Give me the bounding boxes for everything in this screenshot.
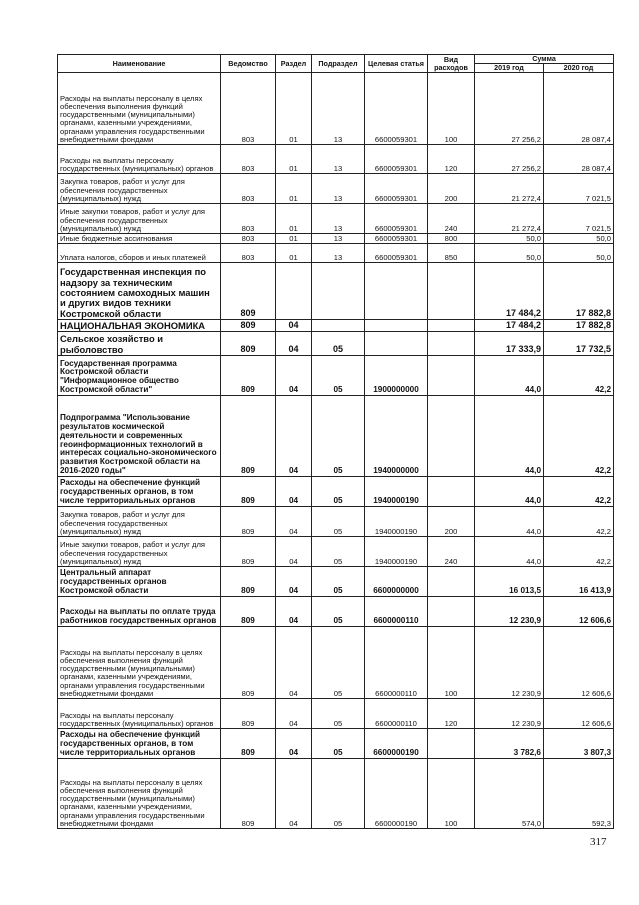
cell-name: Расходы на выплаты персоналу государственных (муниципальных) органов bbox=[58, 699, 221, 729]
cell-section: 04 bbox=[276, 356, 312, 396]
cell-y2019: 16 013,5 bbox=[475, 567, 544, 597]
cell-subsection: 13 bbox=[312, 73, 365, 145]
cell-subsection: 05 bbox=[312, 507, 365, 537]
cell-section: 01 bbox=[276, 234, 312, 244]
cell-y2019: 44,0 bbox=[475, 537, 544, 567]
cell-type: 100 bbox=[428, 759, 475, 829]
cell-section: 04 bbox=[276, 320, 312, 332]
cell-type bbox=[428, 320, 475, 332]
cell-y2019: 50,0 bbox=[475, 234, 544, 244]
table-row bbox=[58, 73, 614, 145]
cell-subsection: 05 bbox=[312, 477, 365, 507]
cell-dept: 809 bbox=[221, 759, 276, 829]
cell-type bbox=[428, 263, 475, 320]
table-row bbox=[58, 356, 614, 396]
table-row bbox=[58, 332, 614, 356]
cell-section: 04 bbox=[276, 537, 312, 567]
cell-type: 850 bbox=[428, 244, 475, 263]
header-section: Раздел bbox=[276, 55, 312, 73]
cell-section bbox=[276, 263, 312, 320]
cell-type bbox=[428, 477, 475, 507]
table-row bbox=[58, 597, 614, 627]
cell-target: 6600000110 bbox=[365, 627, 428, 699]
table-row bbox=[58, 699, 614, 729]
cell-y2019: 17 484,2 bbox=[475, 263, 544, 320]
cell-section: 01 bbox=[276, 73, 312, 145]
cell-y2019: 17 484,2 bbox=[475, 320, 544, 332]
table-row bbox=[58, 537, 614, 567]
header-dept: Ведомство bbox=[221, 55, 276, 73]
cell-y2019: 27 256,2 bbox=[475, 73, 544, 145]
cell-dept: 803 bbox=[221, 244, 276, 263]
cell-y2020: 12 606,6 bbox=[544, 627, 614, 699]
cell-type bbox=[428, 396, 475, 477]
cell-y2019: 3 782,6 bbox=[475, 729, 544, 759]
cell-y2019: 44,0 bbox=[475, 477, 544, 507]
cell-y2019: 44,0 bbox=[475, 356, 544, 396]
table-row bbox=[58, 396, 614, 477]
cell-type: 120 bbox=[428, 699, 475, 729]
cell-dept: 809 bbox=[221, 627, 276, 699]
cell-section: 04 bbox=[276, 699, 312, 729]
cell-target: 6600059301 bbox=[365, 234, 428, 244]
table-body bbox=[58, 73, 614, 829]
table-row bbox=[58, 627, 614, 699]
cell-dept: 809 bbox=[221, 477, 276, 507]
cell-subsection: 13 bbox=[312, 234, 365, 244]
cell-y2019: 574,0 bbox=[475, 759, 544, 829]
cell-dept: 809 bbox=[221, 356, 276, 396]
cell-section: 01 bbox=[276, 244, 312, 263]
cell-name: Иные закупки товаров, работ и услуг для обеспечения государственных (муниципальных) нужд bbox=[58, 537, 221, 567]
cell-name: Расходы на выплаты персоналу в целях обеспечения выполнения функций государственными (муниципальными) органами, казенными учреждениями, органами управления государственными внебюджетными фондами bbox=[58, 73, 221, 145]
cell-subsection: 13 bbox=[312, 145, 365, 174]
cell-dept: 803 bbox=[221, 174, 276, 204]
cell-target: 1940000190 bbox=[365, 507, 428, 537]
cell-type: 100 bbox=[428, 73, 475, 145]
cell-y2020: 42,2 bbox=[544, 507, 614, 537]
cell-target: 1940000000 bbox=[365, 396, 428, 477]
table-row bbox=[58, 507, 614, 537]
cell-target: 1940000190 bbox=[365, 537, 428, 567]
cell-y2020: 42,2 bbox=[544, 356, 614, 396]
cell-y2020: 28 087,4 bbox=[544, 145, 614, 174]
cell-subsection: 05 bbox=[312, 396, 365, 477]
cell-dept: 809 bbox=[221, 729, 276, 759]
cell-section: 04 bbox=[276, 507, 312, 537]
cell-dept: 809 bbox=[221, 567, 276, 597]
cell-type: 200 bbox=[428, 174, 475, 204]
cell-type: 240 bbox=[428, 537, 475, 567]
cell-target: 6600000190 bbox=[365, 759, 428, 829]
cell-dept: 803 bbox=[221, 145, 276, 174]
cell-y2019: 21 272,4 bbox=[475, 204, 544, 234]
cell-subsection bbox=[312, 320, 365, 332]
table-header-row bbox=[58, 55, 614, 64]
header-target: Целевая статья bbox=[365, 55, 428, 73]
cell-y2020: 28 087,4 bbox=[544, 73, 614, 145]
cell-target: 6600000110 bbox=[365, 699, 428, 729]
header-2020: 2020 год bbox=[544, 64, 614, 73]
cell-section: 01 bbox=[276, 174, 312, 204]
cell-dept: 809 bbox=[221, 396, 276, 477]
cell-name: Государственная программа Костромской области "Информационное общество Костромской области" bbox=[58, 356, 221, 396]
cell-subsection: 05 bbox=[312, 699, 365, 729]
cell-target: 6600059301 bbox=[365, 244, 428, 263]
cell-dept: 809 bbox=[221, 320, 276, 332]
table-row bbox=[58, 244, 614, 263]
cell-y2020: 592,3 bbox=[544, 759, 614, 829]
cell-y2019: 50,0 bbox=[475, 244, 544, 263]
cell-section: 04 bbox=[276, 477, 312, 507]
cell-y2020: 17 732,5 bbox=[544, 332, 614, 356]
cell-dept: 809 bbox=[221, 537, 276, 567]
cell-y2020: 42,2 bbox=[544, 477, 614, 507]
cell-name: Закупка товаров, работ и услуг для обеспечения государственных (муниципальных) нужд bbox=[58, 174, 221, 204]
cell-dept: 803 bbox=[221, 204, 276, 234]
cell-y2020: 50,0 bbox=[544, 234, 614, 244]
cell-y2019: 17 333,9 bbox=[475, 332, 544, 356]
cell-name: Расходы на выплаты персоналу в целях обеспечения выполнения функций государственными (муниципальными) органами, казенными учреждениями, органами управления государственными внебюджетными фондами bbox=[58, 627, 221, 699]
cell-y2019: 27 256,2 bbox=[475, 145, 544, 174]
cell-y2020: 12 606,6 bbox=[544, 699, 614, 729]
cell-name: НАЦИОНАЛЬНАЯ ЭКОНОМИКА bbox=[58, 320, 221, 332]
cell-y2020: 3 807,3 bbox=[544, 729, 614, 759]
cell-type: 200 bbox=[428, 507, 475, 537]
cell-target: 6600059301 bbox=[365, 145, 428, 174]
table-row bbox=[58, 729, 614, 759]
cell-name: Расходы на выплаты персоналу государственных (муниципальных) органов bbox=[58, 145, 221, 174]
cell-dept: 803 bbox=[221, 73, 276, 145]
header-2019: 2019 год bbox=[475, 64, 544, 73]
cell-section: 04 bbox=[276, 627, 312, 699]
cell-target bbox=[365, 320, 428, 332]
cell-y2020: 17 882,8 bbox=[544, 263, 614, 320]
header-name: Наименование bbox=[58, 55, 221, 73]
table-row bbox=[58, 567, 614, 597]
cell-name: Уплата налогов, сборов и иных платежей bbox=[58, 244, 221, 263]
cell-y2019: 12 230,9 bbox=[475, 627, 544, 699]
cell-target: 1940000190 bbox=[365, 477, 428, 507]
cell-y2020: 50,0 bbox=[544, 244, 614, 263]
table-row bbox=[58, 234, 614, 244]
cell-name: Расходы на обеспечение функций государственных органов, в том числе территориальных органов bbox=[58, 729, 221, 759]
cell-subsection: 05 bbox=[312, 627, 365, 699]
cell-target: 6600059301 bbox=[365, 204, 428, 234]
cell-dept: 809 bbox=[221, 332, 276, 356]
cell-type bbox=[428, 356, 475, 396]
cell-type bbox=[428, 332, 475, 356]
cell-section: 04 bbox=[276, 332, 312, 356]
cell-target: 1900000000 bbox=[365, 356, 428, 396]
cell-name: Закупка товаров, работ и услуг для обеспечения государственных (муниципальных) нужд bbox=[58, 507, 221, 537]
cell-subsection: 05 bbox=[312, 597, 365, 627]
cell-name: Иные закупки товаров, работ и услуг для обеспечения государственных (муниципальных) нужд bbox=[58, 204, 221, 234]
cell-type: 100 bbox=[428, 627, 475, 699]
page-number: 317 bbox=[590, 836, 607, 848]
table-row bbox=[58, 174, 614, 204]
cell-dept: 803 bbox=[221, 234, 276, 244]
cell-target: 6600059301 bbox=[365, 73, 428, 145]
cell-type: 800 bbox=[428, 234, 475, 244]
cell-dept: 809 bbox=[221, 507, 276, 537]
cell-subsection: 05 bbox=[312, 332, 365, 356]
cell-y2020: 12 606,6 bbox=[544, 597, 614, 627]
cell-dept: 809 bbox=[221, 263, 276, 320]
cell-dept: 809 bbox=[221, 699, 276, 729]
cell-target: 6600000190 bbox=[365, 729, 428, 759]
cell-section: 04 bbox=[276, 597, 312, 627]
cell-type bbox=[428, 729, 475, 759]
table-row bbox=[58, 263, 614, 320]
cell-y2020: 42,2 bbox=[544, 537, 614, 567]
cell-name: Расходы на выплаты по оплате труда работников государственных органов bbox=[58, 597, 221, 627]
budget-table bbox=[57, 54, 614, 829]
header-exp-type: Вид расходов bbox=[428, 55, 475, 73]
cell-y2019: 44,0 bbox=[475, 507, 544, 537]
cell-type bbox=[428, 567, 475, 597]
cell-subsection: 13 bbox=[312, 244, 365, 263]
header-subsection: Подраздел bbox=[312, 55, 365, 73]
cell-y2019: 12 230,9 bbox=[475, 597, 544, 627]
cell-name: Центральный аппарат государственных органов Костромской области bbox=[58, 567, 221, 597]
cell-name: Расходы на обеспечение функций государственных органов, в том числе территориальных органов bbox=[58, 477, 221, 507]
header-sum: Сумма bbox=[475, 55, 614, 64]
cell-subsection: 13 bbox=[312, 174, 365, 204]
cell-type bbox=[428, 597, 475, 627]
cell-subsection: 05 bbox=[312, 537, 365, 567]
table-row bbox=[58, 320, 614, 332]
cell-target: 6600000000 bbox=[365, 567, 428, 597]
cell-subsection bbox=[312, 263, 365, 320]
table-row bbox=[58, 204, 614, 234]
cell-y2019: 21 272,4 bbox=[475, 174, 544, 204]
cell-name: Государственная инспекция по надзору за техническим состоянием самоходных машин и других видов техники Костромской области bbox=[58, 263, 221, 320]
cell-subsection: 05 bbox=[312, 567, 365, 597]
cell-subsection: 05 bbox=[312, 356, 365, 396]
cell-section: 04 bbox=[276, 729, 312, 759]
cell-y2020: 17 882,8 bbox=[544, 320, 614, 332]
cell-subsection: 13 bbox=[312, 204, 365, 234]
cell-subsection: 05 bbox=[312, 759, 365, 829]
table-row bbox=[58, 145, 614, 174]
table-row bbox=[58, 477, 614, 507]
cell-target: 6600059301 bbox=[365, 174, 428, 204]
cell-section: 01 bbox=[276, 204, 312, 234]
cell-y2020: 7 021,5 bbox=[544, 174, 614, 204]
cell-y2020: 42,2 bbox=[544, 396, 614, 477]
cell-target: 6600000110 bbox=[365, 597, 428, 627]
cell-name: Расходы на выплаты персоналу в целях обеспечения выполнения функций государственными (муниципальными) органами, казенными учреждениями, органами управления государственными внебюджетными фондами bbox=[58, 759, 221, 829]
cell-type: 240 bbox=[428, 204, 475, 234]
cell-section: 01 bbox=[276, 145, 312, 174]
cell-y2019: 12 230,9 bbox=[475, 699, 544, 729]
cell-section: 04 bbox=[276, 396, 312, 477]
cell-name: Подпрограмма "Использование результатов космической деятельности и современных геоинформационных технологий в интересах социально-экономического развития Костромской области на 2016-2020 годы" bbox=[58, 396, 221, 477]
cell-y2019: 44,0 bbox=[475, 396, 544, 477]
cell-name: Иные бюджетные ассигнования bbox=[58, 234, 221, 244]
cell-section: 04 bbox=[276, 759, 312, 829]
cell-y2020: 7 021,5 bbox=[544, 204, 614, 234]
cell-y2020: 16 413,9 bbox=[544, 567, 614, 597]
cell-type: 120 bbox=[428, 145, 475, 174]
cell-target bbox=[365, 263, 428, 320]
cell-section: 04 bbox=[276, 567, 312, 597]
cell-dept: 809 bbox=[221, 597, 276, 627]
cell-name: Сельское хозяйство и рыболовство bbox=[58, 332, 221, 356]
cell-subsection: 05 bbox=[312, 729, 365, 759]
table-row bbox=[58, 759, 614, 829]
cell-target bbox=[365, 332, 428, 356]
